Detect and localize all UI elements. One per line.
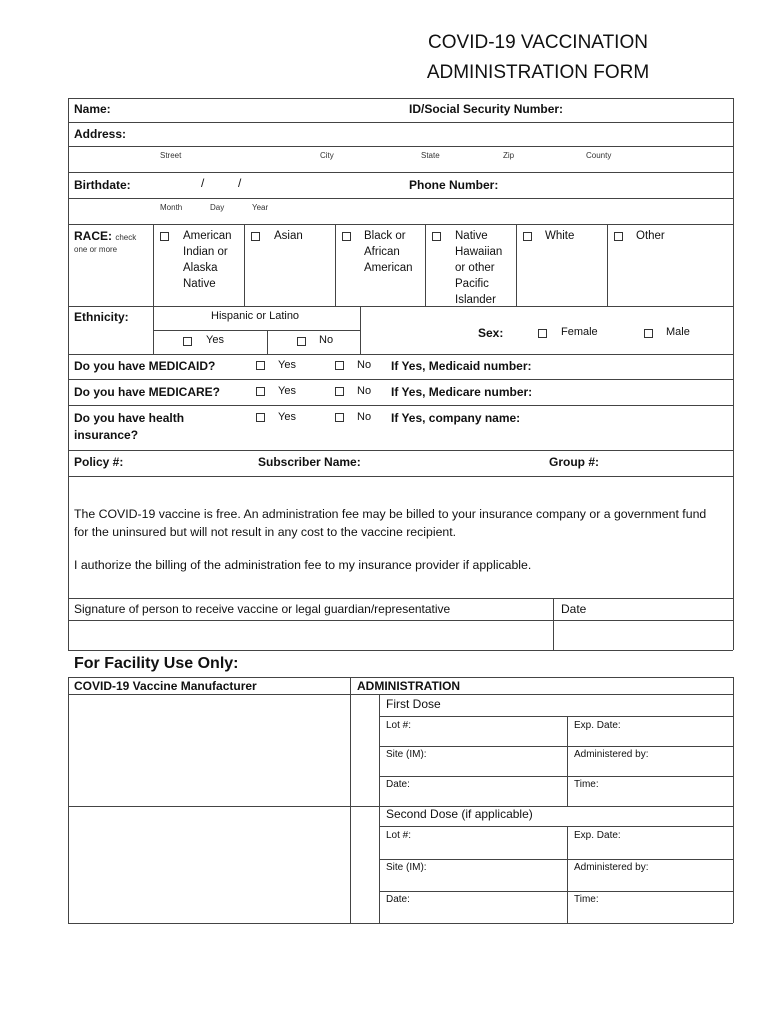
race-option-text: American <box>183 230 232 242</box>
ethnicity-no-checkbox[interactable] <box>297 337 306 346</box>
rule <box>153 224 154 354</box>
race-option-text: Asian <box>274 230 303 242</box>
name-field[interactable] <box>130 100 390 120</box>
rule <box>68 379 733 380</box>
rule <box>68 224 733 225</box>
dose2-lot-label: Lot #: <box>386 830 412 841</box>
form-title-line-2: ADMINISTRATION FORM <box>426 62 650 83</box>
medicare-number-field[interactable] <box>540 382 730 402</box>
health-insurance-question-line-1: Do you have health <box>74 411 185 425</box>
id-ssn-field[interactable] <box>570 100 730 120</box>
rule <box>607 224 608 306</box>
race-option-text: Other <box>636 230 665 242</box>
form-border-right <box>733 98 734 650</box>
race-black-checkbox[interactable] <box>342 232 351 241</box>
race-other-checkbox[interactable] <box>614 232 623 241</box>
race-pacific-islander-checkbox[interactable] <box>432 232 441 241</box>
health-insurance-no-label: No <box>357 411 372 423</box>
race-option-text: White <box>545 230 575 242</box>
dose2-time-label: Time: <box>574 894 599 905</box>
billing-authorization-text: I authorize the billing of the administration fee to my insurance provider if applicable. <box>74 558 532 572</box>
sex-label-wrap <box>478 326 503 340</box>
manufacturer-field-dose-2[interactable] <box>70 808 348 921</box>
rule <box>553 598 554 650</box>
race-option-american-indian <box>183 228 232 292</box>
dose1-site-label: Site (IM): <box>386 749 427 760</box>
rule <box>733 677 734 923</box>
dose2-exp-date-label: Exp. Date: <box>574 830 621 841</box>
race-option-text: Pacific <box>455 278 489 290</box>
medicare-yes-checkbox[interactable] <box>256 387 265 396</box>
ethnicity-no-label: No <box>319 334 334 346</box>
rule <box>379 776 733 777</box>
rule <box>68 146 733 147</box>
sex-female-label: Female <box>561 326 598 338</box>
rule <box>68 694 733 695</box>
medicare-no-checkbox[interactable] <box>335 387 344 396</box>
dose2-site-label: Site (IM): <box>386 862 427 873</box>
sex-label: Sex: <box>478 326 504 340</box>
medicaid-number-label: If Yes, Medicaid number: <box>391 359 532 373</box>
race-asian-checkbox[interactable] <box>251 232 260 241</box>
health-insurance-question-line-2: insurance? <box>74 428 139 442</box>
rule <box>379 694 380 923</box>
id-ssn-label: ID/Social Security Number: <box>409 102 564 116</box>
race-option-other <box>636 228 665 244</box>
birthdate-year-caption: Year <box>252 203 269 212</box>
race-hint-2: one or more <box>74 245 118 254</box>
rule <box>68 620 733 621</box>
fee-notice-line-1: The COVID-19 vaccine is free. An administration fee may be billed to your insurance company or a government fund <box>74 507 707 521</box>
group-number-field[interactable] <box>605 452 730 474</box>
rule <box>68 122 733 123</box>
sex-male-label: Male <box>666 326 690 338</box>
signature-date-field[interactable] <box>555 622 731 648</box>
race-hint: check <box>115 233 137 242</box>
rule <box>68 476 733 477</box>
phone-field[interactable] <box>505 174 730 196</box>
manufacturer-field-dose-1[interactable] <box>70 696 348 804</box>
medicaid-number-field[interactable] <box>540 357 730 377</box>
rule <box>350 677 351 923</box>
rule <box>68 354 733 355</box>
rule <box>68 923 733 924</box>
birthdate-label: Birthdate: <box>74 178 131 192</box>
medicaid-no-checkbox[interactable] <box>335 361 344 370</box>
race-option-text: or other <box>455 262 495 274</box>
name-label: Name: <box>74 102 111 116</box>
address-zip-caption: Zip <box>503 151 515 160</box>
rule <box>68 598 733 599</box>
form-title-line-1: COVID-19 VACCINATION <box>428 32 648 53</box>
race-option-text: Native <box>183 278 216 290</box>
medicaid-yes-label: Yes <box>278 359 296 371</box>
birthdate-month-caption: Month <box>160 203 183 212</box>
birthdate-field[interactable] <box>150 174 270 196</box>
fee-notice <box>74 505 729 541</box>
race-option-text: Black or <box>364 230 406 242</box>
sex-female-checkbox[interactable] <box>538 329 547 338</box>
dose1-exp-date-label: Exp. Date: <box>574 720 621 731</box>
race-option-pacific-islander <box>455 228 502 308</box>
medicare-number-label: If Yes, Medicare number: <box>391 385 533 399</box>
race-option-text: Native <box>455 230 488 242</box>
first-dose-heading: First Dose <box>386 697 441 711</box>
race-label: RACE: <box>74 229 112 243</box>
rule <box>379 891 733 892</box>
rule <box>68 677 69 923</box>
phone-label: Phone Number: <box>409 178 499 192</box>
rule <box>244 224 245 306</box>
rule <box>68 405 733 406</box>
race-option-text: American <box>364 262 413 274</box>
medicare-no-label: No <box>357 385 372 397</box>
address-label: Address: <box>74 127 127 141</box>
form-border-left <box>68 98 69 650</box>
policy-number-label: Policy #: <box>74 455 124 469</box>
rule <box>379 716 733 717</box>
sex-male-checkbox[interactable] <box>644 329 653 338</box>
rule <box>567 826 568 923</box>
ethnicity-hispanic-header: Hispanic or Latino <box>211 310 300 322</box>
rule <box>567 716 568 806</box>
insurance-company-label: If Yes, company name: <box>391 411 521 425</box>
rule <box>516 224 517 306</box>
address-city-caption: City <box>320 151 334 160</box>
dose1-date-label: Date: <box>386 779 410 790</box>
ethnicity-label: Ethnicity: <box>74 310 129 324</box>
dose1-lot-label: Lot #: <box>386 720 412 731</box>
ethnicity-yes-label: Yes <box>206 334 224 346</box>
race-option-black <box>364 228 413 276</box>
rule <box>360 306 361 354</box>
race-american-indian-checkbox[interactable] <box>160 232 169 241</box>
rule <box>379 859 733 860</box>
insurance-company-field[interactable] <box>525 408 730 448</box>
race-option-text: Hawaiian <box>455 246 503 258</box>
medicare-question: Do you have MEDICARE? <box>74 385 221 399</box>
policy-number-field[interactable] <box>130 452 250 474</box>
fee-notice-line-2: for the uninsured but will not result in any cost to the vaccine recipient. <box>74 525 457 539</box>
administration-header: ADMINISTRATION <box>357 679 461 693</box>
medicaid-question: Do you have MEDICAID? <box>74 359 216 373</box>
birthdate-separator-2: / <box>238 176 242 190</box>
address-street-caption: Street <box>160 151 182 160</box>
health-insurance-yes-checkbox[interactable] <box>256 413 265 422</box>
rule <box>267 330 268 354</box>
rule <box>68 650 733 651</box>
rule <box>68 677 733 678</box>
rule <box>335 224 336 306</box>
race-white-checkbox[interactable] <box>523 232 532 241</box>
signature-label: Signature of person to receive vaccine or legal guardian/representative <box>74 602 451 616</box>
birthdate-day-caption: Day <box>210 203 225 212</box>
dose2-date-label: Date: <box>386 894 410 905</box>
address-state-caption: State <box>421 151 440 160</box>
manufacturer-header: COVID-19 Vaccine Manufacturer <box>74 679 257 693</box>
health-insurance-no-checkbox[interactable] <box>335 413 344 422</box>
race-option-white <box>545 228 574 244</box>
race-option-text: African <box>364 246 400 258</box>
birthdate-separator-1: / <box>201 176 205 190</box>
medicaid-no-label: No <box>357 359 372 371</box>
race-option-text: Islander <box>455 294 496 306</box>
medicaid-yes-checkbox[interactable] <box>256 361 265 370</box>
dose1-administered-by-label: Administered by: <box>574 749 649 760</box>
rule <box>379 826 733 827</box>
address-county-caption: County <box>586 151 612 160</box>
signature-date-label: Date <box>561 602 587 616</box>
medicare-yes-label: Yes <box>278 385 296 397</box>
rule <box>68 306 733 307</box>
signature-field[interactable] <box>70 622 551 648</box>
dose2-administered-by-label: Administered by: <box>574 862 649 873</box>
rule <box>153 330 360 331</box>
rule <box>68 98 733 99</box>
race-label-group <box>74 229 136 243</box>
subscriber-name-field[interactable] <box>365 452 540 474</box>
race-option-text: Alaska <box>183 262 218 274</box>
rule <box>68 172 733 173</box>
rule <box>68 198 733 199</box>
rule <box>425 224 426 306</box>
subscriber-name-label: Subscriber Name: <box>258 455 361 469</box>
facility-use-heading: For Facility Use Only: <box>74 655 239 672</box>
address-field[interactable] <box>140 124 730 144</box>
race-option-text: Indian or <box>183 246 228 258</box>
group-number-label: Group #: <box>549 455 599 469</box>
ethnicity-yes-checkbox[interactable] <box>183 337 192 346</box>
rule <box>68 450 733 451</box>
second-dose-heading: Second Dose (if applicable) <box>386 807 533 821</box>
health-insurance-yes-label: Yes <box>278 411 296 423</box>
race-option-asian <box>274 228 303 244</box>
rule <box>379 746 733 747</box>
dose1-time-label: Time: <box>574 779 599 790</box>
